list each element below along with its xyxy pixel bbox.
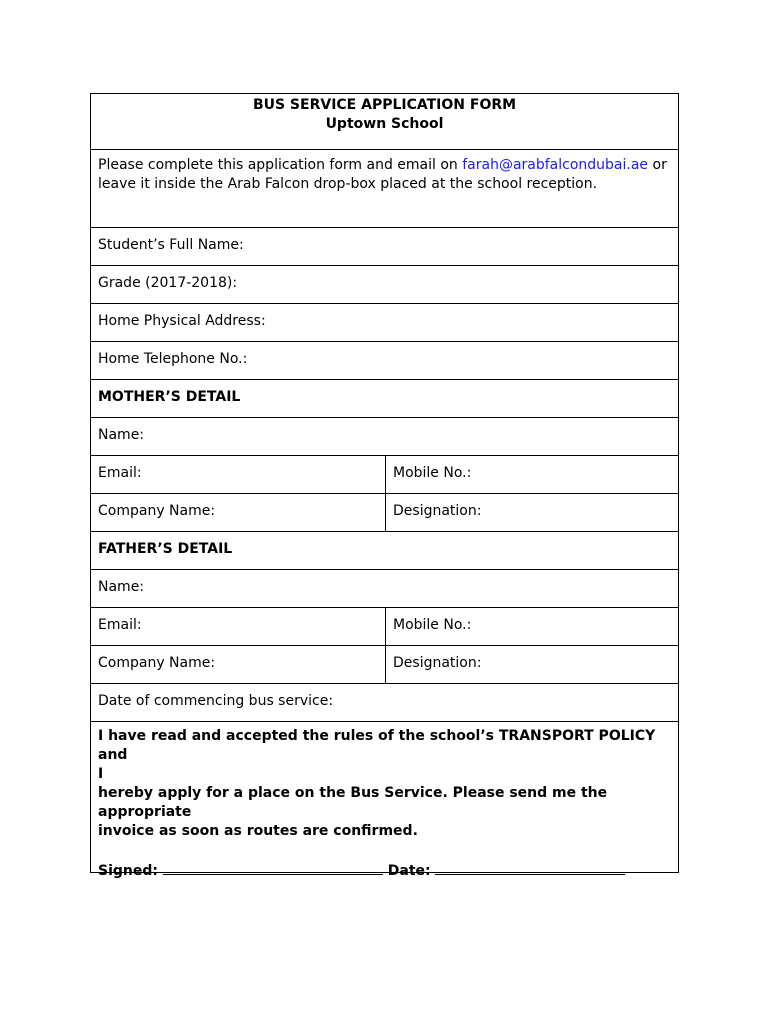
father-designation-field[interactable]	[385, 646, 678, 683]
mother-name-label: Name:	[98, 427, 145, 443]
father-heading: FATHER’S DETAIL	[98, 541, 233, 557]
grade-field[interactable]	[91, 266, 678, 304]
date-line[interactable]	[435, 860, 625, 875]
mother-designation-field[interactable]	[385, 494, 678, 531]
father-name-field[interactable]	[91, 570, 678, 608]
home-address-field[interactable]	[91, 304, 678, 342]
father-mobile-label: Mobile No.:	[393, 617, 472, 633]
date-label: Date:	[387, 863, 431, 879]
home-telephone-field[interactable]	[91, 342, 678, 380]
declaration-line-2: hereby apply for a place on the Bus Service. Please send me the	[98, 785, 608, 801]
commencing-date-label: Date of commencing bus service:	[98, 693, 334, 709]
father-name-label: Name:	[98, 579, 145, 595]
father-designation-label: Designation:	[393, 655, 482, 671]
mother-mobile-field[interactable]	[385, 456, 678, 493]
declaration-line-3: invoice as soon as routes are confirmed.	[98, 823, 418, 839]
instructions	[91, 150, 678, 228]
declaration-section	[91, 722, 678, 879]
mother-company-label: Company Name:	[98, 503, 216, 519]
father-email-field[interactable]	[91, 608, 385, 645]
mother-email-label: Email:	[98, 465, 142, 481]
mother-section-heading	[91, 380, 678, 418]
mother-email-field[interactable]	[91, 456, 385, 493]
father-company-label: Company Name:	[98, 655, 216, 671]
form-title: BUS SERVICE APPLICATION FORM	[252, 97, 517, 113]
home-address-label: Home Physical Address:	[98, 313, 266, 329]
instructions-text-or: or	[648, 157, 667, 173]
mother-name-field[interactable]	[91, 418, 678, 456]
contact-email-link[interactable]: farah@arabfalcondubai.ae	[462, 157, 649, 173]
school-name: Uptown School	[325, 116, 444, 132]
bus-application-form	[90, 93, 679, 879]
form-header	[91, 94, 678, 150]
mother-company-field[interactable]	[91, 494, 385, 531]
declaration-line-2b: appropriate	[98, 804, 192, 820]
signed-label: Signed:	[98, 863, 158, 879]
father-company-field[interactable]	[91, 646, 385, 683]
father-mobile-field[interactable]	[385, 608, 678, 645]
signature-row	[98, 860, 671, 881]
grade-label: Grade (2017-2018):	[98, 275, 238, 291]
instructions-line-2: leave it inside the Arab Falcon drop-box placed at the school reception.	[98, 176, 598, 192]
declaration-line-1: I have read and accepted the rules of the school’s TRANSPORT POLICY and	[98, 728, 656, 763]
mother-work-row	[91, 494, 678, 532]
father-work-row	[91, 646, 678, 684]
home-telephone-label: Home Telephone No.:	[98, 351, 248, 367]
mother-mobile-label: Mobile No.:	[393, 465, 472, 481]
student-name-field[interactable]	[91, 228, 678, 266]
instructions-text: Please complete this application form and email on	[98, 157, 463, 173]
student-name-label: Student’s Full Name:	[98, 237, 244, 253]
father-section-heading	[91, 532, 678, 570]
mother-contact-row	[91, 456, 678, 494]
father-contact-row	[91, 608, 678, 646]
mother-heading: MOTHER’S DETAIL	[98, 389, 241, 405]
father-email-label: Email:	[98, 617, 142, 633]
declaration-line-1b: I	[98, 766, 104, 782]
signature-line[interactable]	[163, 860, 383, 875]
mother-designation-label: Designation:	[393, 503, 482, 519]
commencing-date-field[interactable]	[91, 684, 678, 722]
